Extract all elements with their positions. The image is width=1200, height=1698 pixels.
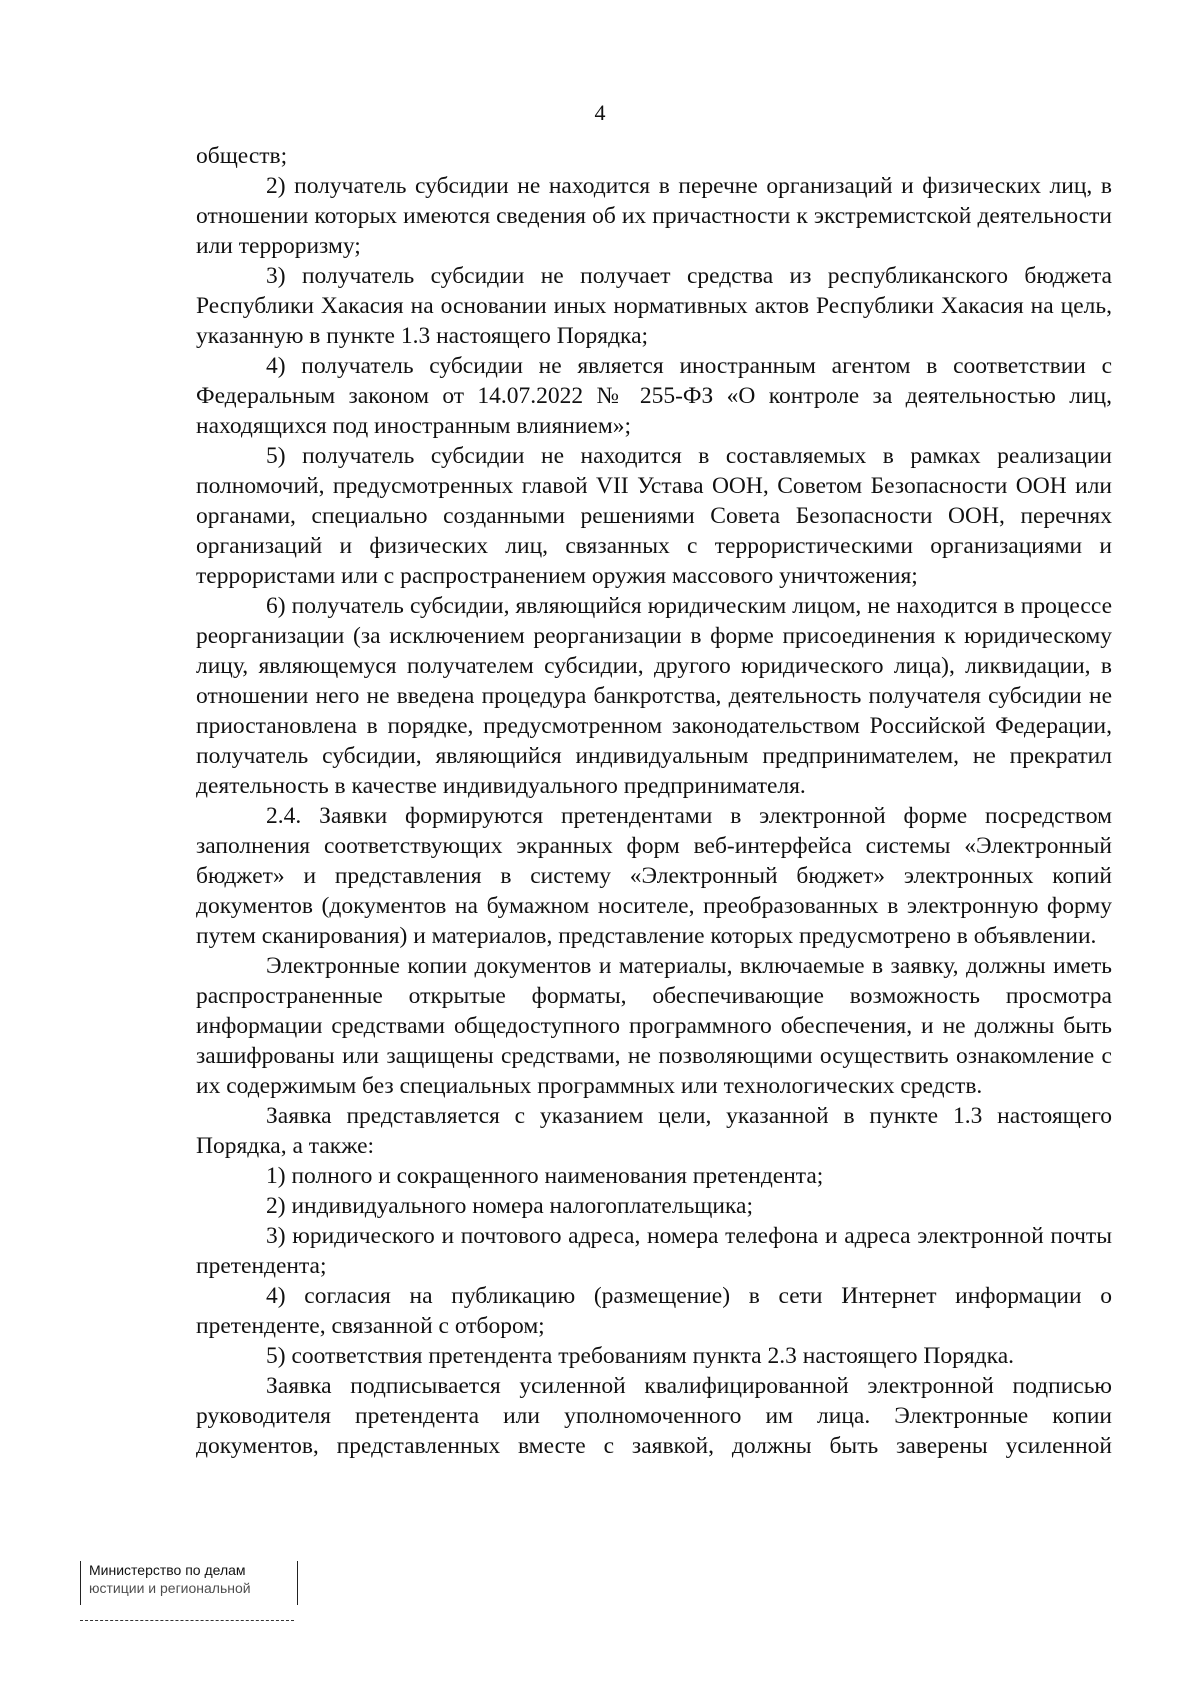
paragraph: 6) получатель субсидии, являющийся юридическим лицом, не находится в процессе реорганизации (за исключением реорганизации в форме присоединения к юридическому лицу, являющемуся получателем субсидии, другого юридического лица), ликвидации, в отношении него не введена процедура банкротства, деятельность получателя субсидии не приостановлена в порядке, предусмотренном законодательством Российской Федерации, получатель субсидии, являющийся индивидуальным предпринимателем, не прекратил деятельность в качестве индивидуального предпринимателя. — [196, 593, 1112, 799]
paragraph: 2.4. Заявки формируются претендентами в электронной форме посредством заполнения соответствующих экранных форм веб-интерфейса системы «Электронный бюджет» и представления в систему «Электронный бюджет» электронных копий документов (документов на бумажном носителе, преобразованных в электронную форму путем сканирования) и материалов, представление которых предусмотрено в объявлении. — [196, 803, 1112, 949]
paragraph: 2) получатель субсидии не находится в перечне организаций и физических лиц, в отношении которых имеются сведения об их причастности к экстремистской деятельности или терроризму; — [196, 173, 1112, 259]
stamp-line-2: юстиции и региональной — [89, 1580, 251, 1596]
page-number: 4 — [594, 100, 606, 125]
paragraph: 5) получатель субсидии не находится в составляемых в рамках реализации полномочий, предусмотренных главой VII Устава ООН, Советом Безопасности ООН или органами, специально созданными решениями Совета Безопасности ООН, перечнях организаций и физических лиц, связанных с террористическими организациями и террористами или с распространением оружия массового уничтожения; — [196, 443, 1112, 589]
document-body — [196, 141, 1112, 1461]
registration-stamp — [80, 1561, 298, 1605]
paragraph: Заявка подписывается усиленной квалифицированной электронной подписью руководителя претендента или уполномоченного им лица. Электронные копии документов, представленных вместе с заявкой, должны быть заверены усиленной — [196, 1373, 1112, 1459]
paragraph: Электронные копии документов и материалы, включаемые в заявку, должны иметь распространенные открытые форматы, обеспечивающие возможность просмотра информации средствами общедоступного программного обеспечения, и не должны быть зашифрованы или защищены средствами, не позволяющими осуществить ознакомление с их содержимым без специальных программных или технологических средств. — [196, 953, 1112, 1099]
stamp-underline — [80, 1620, 294, 1621]
paragraph: 2) индивидуального номера налогоплательщика; — [266, 1193, 753, 1219]
stamp-line-1: Министерство по делам — [89, 1562, 246, 1578]
paragraph: 1) полного и сокращенного наименования претендента; — [266, 1163, 824, 1189]
paragraph: 3) юридического и почтового адреса, номера телефона и адреса электронной почты претендента; — [196, 1223, 1112, 1279]
paragraph: 4) согласия на публикацию (размещение) в сети Интернет информации о претенденте, связанной с отбором; — [196, 1283, 1112, 1339]
paragraph: 4) получатель субсидии не является иностранным агентом в соответствии с Федеральным законом от 14.07.2022 № 255-ФЗ «О контроле за деятельностью лиц, находящихся под иностранным влиянием»; — [196, 353, 1112, 439]
paragraph: 3) получатель субсидии не получает средства из республиканского бюджета Республики Хакасия на основании иных нормативных актов Республики Хакасия на цель, указанную в пункте 1.3 настоящего Порядка; — [196, 263, 1112, 349]
paragraph: обществ; — [196, 143, 288, 169]
paragraph: Заявка представляется с указанием цели, указанной в пункте 1.3 настоящего Порядка, а также: — [196, 1103, 1112, 1159]
paragraph: 5) соответствия претендента требованиям пункта 2.3 настоящего Порядка. — [266, 1343, 1015, 1369]
